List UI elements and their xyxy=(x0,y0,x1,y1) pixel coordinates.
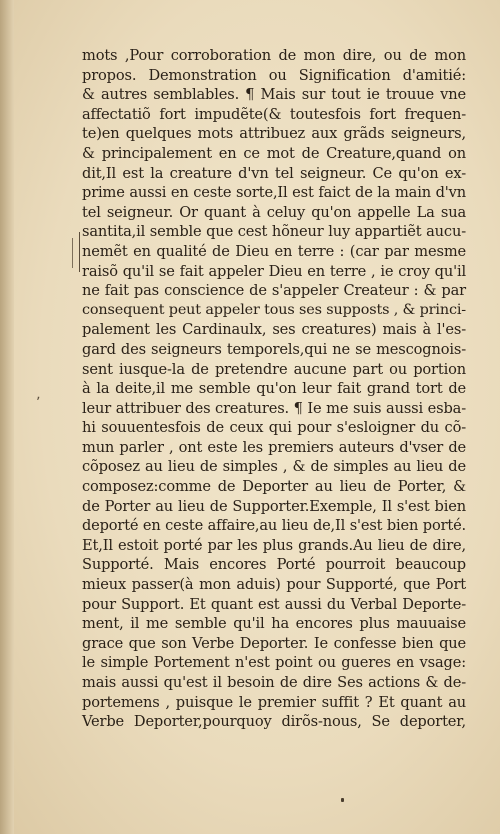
text-line: & principalement en ce mot de Creature,quand on xyxy=(82,144,466,162)
text-line: le simple Portement n'est point ou gueres en vsage: xyxy=(82,654,466,672)
text-line: deporté en ceste affaire,au lieu de,Il s'est bien porté. xyxy=(82,517,466,535)
text-line: santita,il semble que cest hõneur luy appartiẽt aucu- xyxy=(82,223,466,241)
page-text-block xyxy=(82,46,466,732)
text-line: composez:comme de Deporter au lieu de Porter, & xyxy=(82,478,466,496)
text-line: de Porter au lieu de Supporter.Exemple, Il s'est bien xyxy=(82,497,466,515)
text-line: Et,Il estoit porté par les plus grands.Au lieu de dire, xyxy=(82,536,466,554)
margin-tick-mark: ʼ xyxy=(36,395,41,411)
page-gutter-shadow xyxy=(0,0,14,834)
margin-pencil-mark xyxy=(72,238,75,268)
text-line: dit,Il est la creature d'vn tel seigneur. Ce qu'on ex- xyxy=(82,164,466,182)
text-line: mun parler , ont este les premiers auteurs d'vser de xyxy=(82,438,466,456)
text-line: ment, il me semble qu'il ha encores plus mauuaise xyxy=(82,615,466,633)
text-line: Supporté. Mais encores Porté pourroit beaucoup xyxy=(82,556,466,574)
text-line: te)en quelques mots attribuez aux grãds seigneurs, xyxy=(82,125,466,143)
text-line: prime aussi en ceste sorte,Il est faict de la main d'vn xyxy=(82,184,466,202)
text-line: affectatiõ fort impudẽte(& toutesfois fort frequen- xyxy=(82,105,466,123)
text-line: nemẽt en qualité de Dieu en terre : (car par mesme xyxy=(82,242,466,260)
text-line: propos. Demonstration ou Signification d'amitié: xyxy=(82,66,466,84)
text-line: grace que son Verbe Deporter. Ie confesse bien que xyxy=(82,634,466,652)
text-line: sent iusque-la de pretendre aucune part ou portion xyxy=(82,360,466,378)
text-line: portemens , puisque le premier suffit ? Et quant au xyxy=(82,693,466,711)
text-line: Verbe Deporter,pourquoy dirõs-nous, Se deporter, xyxy=(82,713,466,731)
text-line: raisõ qu'il se fait appeler Dieu en terre , ie croy qu'il xyxy=(82,262,466,280)
text-line: mieux passer(à mon aduis) pour Supporté, que Port xyxy=(82,576,466,594)
text-line: cõposez au lieu de simples , & de simples au lieu de xyxy=(82,458,466,476)
text-line: tel seigneur. Or quant à celuy qu'on appelle La sua xyxy=(82,203,466,221)
text-line: consequent peut appeler tous ses supposts , & princi- xyxy=(82,301,467,318)
text-line: & autres semblables. ¶ Mais sur tout ie trouue vne xyxy=(82,86,466,104)
text-line: palement les Cardinaulx, ses creatures) mais à l'es- xyxy=(82,321,466,339)
text-line: pour Support. Et quant est aussi du Verbal Deporte- xyxy=(82,595,466,613)
text-line: mots ,Pour corroboration de mon dire, ou de mon xyxy=(82,47,466,64)
text-line: leur attribuer des creatures. ¶ Ie me suis aussi esba- xyxy=(82,399,466,417)
text-line: ne fait pas conscience de s'appeler Createur : & par xyxy=(82,282,466,300)
text-line: hi souuentesfois de ceux qui pour s'esloigner du cõ- xyxy=(82,419,466,437)
ink-speck xyxy=(341,798,344,802)
text-line: à la deite,il me semble qu'on leur fait grand tort de xyxy=(82,380,466,398)
text-line: mais aussi qu'est il besoin de dire Ses actions & de- xyxy=(82,674,466,691)
text-line: gard des seigneurs temporels,qui ne se mescognois- xyxy=(82,340,466,358)
